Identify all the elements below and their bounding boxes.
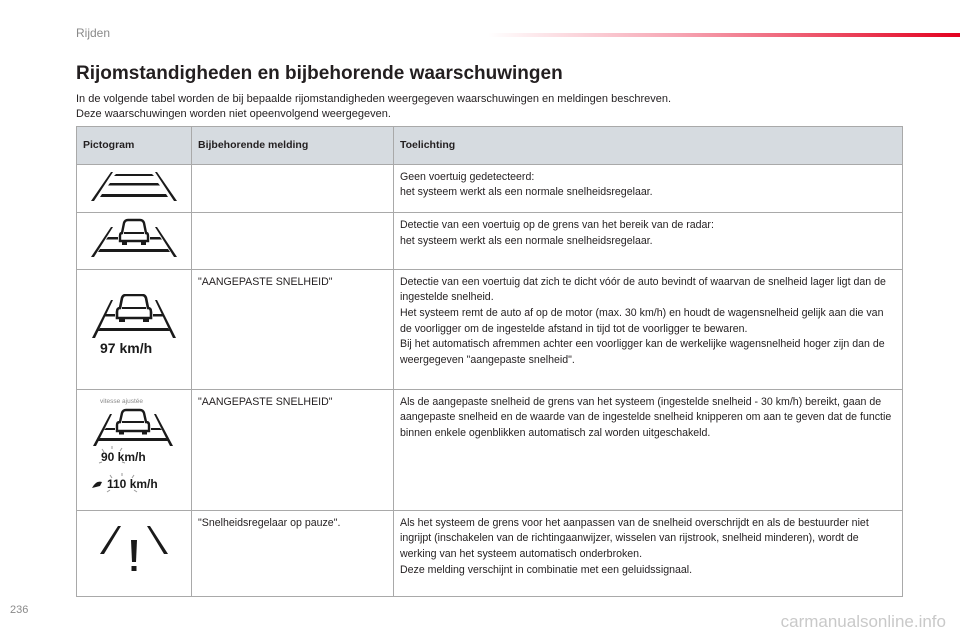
table-row (77, 389, 903, 510)
column-header-explanation: Toelichting (394, 127, 903, 165)
adjusted-speed-readout: 90 km/h (101, 449, 146, 464)
page-title: Rijomstandigheden en bijbehorende waarschuwingen (76, 63, 563, 84)
warnings-table-container (76, 126, 902, 597)
column-header-pictogram: Pictogram (77, 127, 192, 165)
adjusted-speed-blink-icon (82, 394, 186, 500)
set-speed-readout: 110 km/h (107, 476, 158, 491)
intro-text (76, 92, 671, 122)
message-cell (192, 213, 394, 270)
pictogram-cell (77, 213, 192, 270)
table-row (77, 510, 903, 596)
table-row (77, 213, 903, 270)
watermark: carmanualsonline.info (780, 612, 946, 631)
explanation-cell: Detectie van een voertuig op de grens van het bereik van de radar: het systeem werkt als een normale snelheidsregelaar. (394, 213, 903, 270)
table-row (77, 269, 903, 389)
vehicle-far-icon (84, 217, 184, 259)
lane-lines-icon (84, 169, 184, 203)
warnings-table (76, 126, 903, 597)
pictogram-cell (77, 510, 192, 596)
message-cell (192, 164, 394, 213)
message-cell: "AANGEPASTE SNELHEID" (192, 269, 394, 389)
explanation-cell: Als de aangepaste snelheid de grens van het systeem (ingestelde snelheid - 30 km/h) bereikt, gaan de aangepaste snelheid en de waarde van de ingestelde snelheid knipperen om aan te geven dat de functie binnen enkele ogenblikken automatisch zal worden uitgeschakeld. (394, 389, 903, 510)
intro-line: In de volgende tabel worden de bij bepaalde rijomstandigheden weergegeven waarschuwingen en meldingen beschreven. (76, 93, 672, 105)
speed-readout: 97 km/h (100, 340, 153, 357)
adjusted-speed-caption: vitesse ajustée (100, 397, 143, 405)
pictogram-cell (77, 164, 192, 213)
explanation-cell: Als het systeem de grens voor het aanpassen van de snelheid overschrijdt en als de bestuurder niet ingrijpt (inschakelen van de richtingaanwijzer, wisselen van rijstrook, snelheid minderen), wordt de werking van het systeem automatisch onderbroken. Deze melding verschijnt in combinatie met een geluidssignaal. (394, 510, 903, 596)
table-header-row (77, 127, 903, 165)
page-number: 236 (10, 604, 29, 616)
vehicle-close-speed-icon (84, 294, 184, 358)
explanation-cell: Geen voertuig gedetecteerd: het systeem werkt als een normale snelheidsregelaar. (394, 164, 903, 213)
section-header: Rijden (76, 26, 111, 40)
pictogram-cell (77, 269, 192, 389)
table-row (77, 164, 903, 213)
warning-pause-icon (84, 522, 184, 578)
pictogram-cell (77, 389, 192, 510)
message-cell: "Snelheidsregelaar op pauze". (192, 510, 394, 596)
intro-line: Deze waarschuwingen worden niet opeenvolgend weergegeven. (76, 108, 391, 120)
explanation-cell: Detectie van een voertuig dat zich te dicht vóór de auto bevindt of waarvan de snelheid lager ligt dan de ingestelde snelheid. Het systeem remt de auto af op de motor (max. 30 km/h) en houdt de wagensnelheid gelijk aan die van de voorligger om de ingestelde afstand in tijd tot de voorligger te bewaren. Bij het automatisch afremmen achter een voorligger kan de werkelijke wagensnelheid hoger zijn dan de weergegeven "aangepaste snelheid". (394, 269, 903, 389)
column-header-message: Bijbehorende melding (192, 127, 394, 165)
message-cell: "AANGEPASTE SNELHEID" (192, 389, 394, 510)
header-accent-bar (488, 33, 960, 37)
